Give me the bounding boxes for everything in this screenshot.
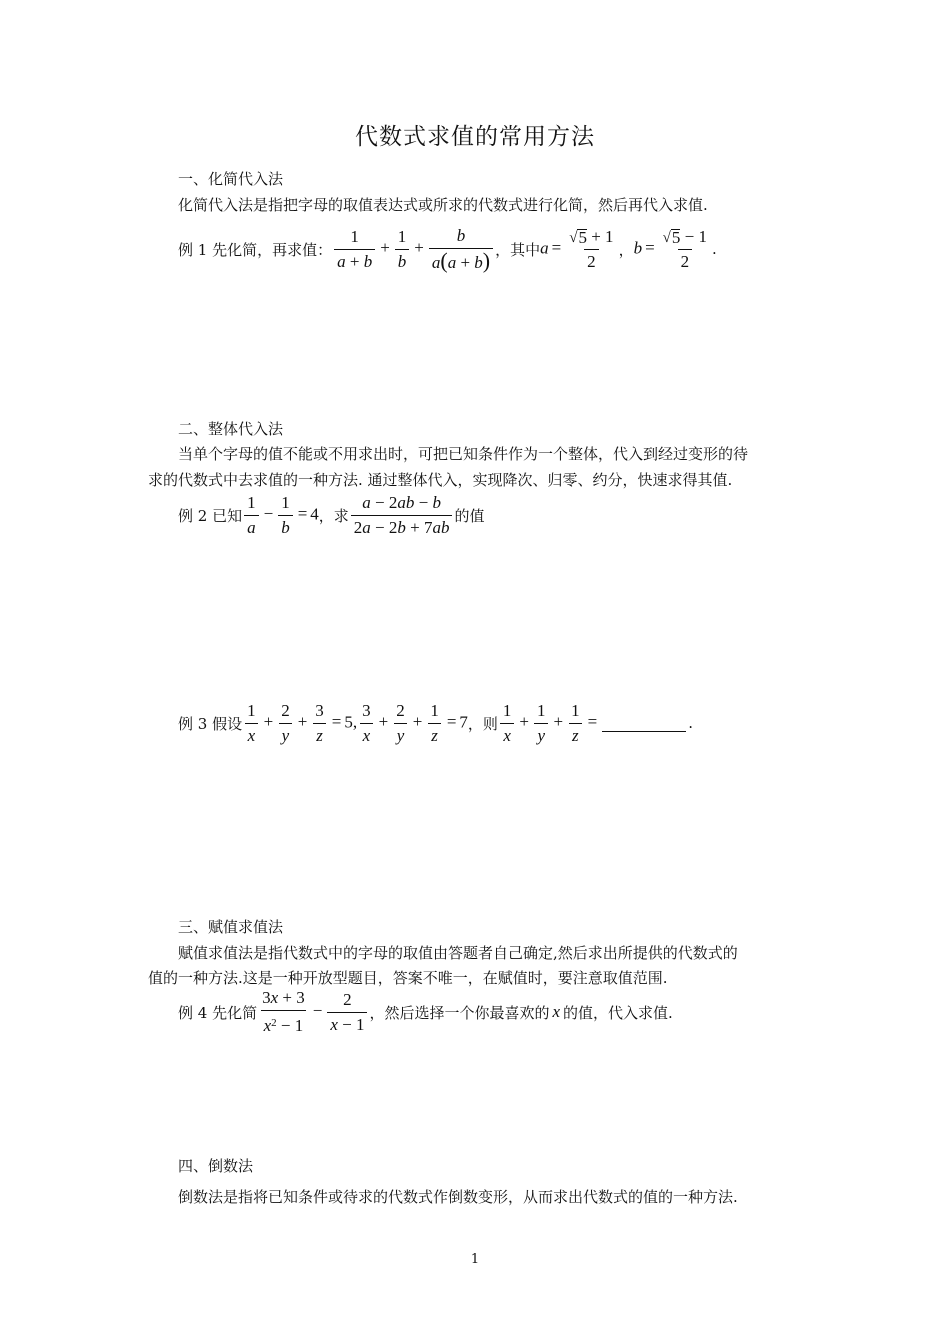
example-2-given: $\frac{1}{a}$ − $\frac{1}{b}$ = 4	[242, 494, 319, 537]
example-3-mid: ，则	[467, 714, 498, 733]
example-1-expression: $\frac{1}{a + b}$ + $\frac{1}{b}$ + $\frac{b}{a(a + b)}$	[332, 227, 495, 272]
section-body-1: 化简代入法是指把字母的取值表达式或所求的代数式进行化简，然后再代入求值.	[178, 196, 708, 214]
example-2-end: 的值	[454, 506, 485, 525]
example-2-target: $\frac{a - 2ab - b}{2a - 2b + 7ab}$	[349, 494, 455, 537]
example-3-end: .	[688, 714, 693, 732]
example-2-prefix: 例 2 已知	[178, 506, 243, 525]
section-body-2-line1: 当单个字母的值不能或不用求出时，可把已知条件作为一个整体，代入到经过变形的待	[178, 445, 749, 463]
page-title: 代数式求值的常用方法	[355, 124, 595, 150]
example-1-condition-b: b = √ 5 − 1 2	[633, 226, 707, 271]
example-4-prefix: 例 4 先化简	[178, 1003, 258, 1022]
section-heading-2: 二、整体代入法	[178, 420, 284, 438]
example-4-end: 的值，代入求值.	[563, 1003, 673, 1022]
example-2-mid: ，求	[318, 506, 349, 525]
example-1-end: .	[712, 240, 717, 258]
section-heading-4: 四、倒数法	[178, 1157, 254, 1175]
example-4-variable: x	[552, 1002, 561, 1021]
section-body-3-line2: 值的一种方法.这是一种开放型题目，答案不唯一，在赋值时，要注意取值范围.	[148, 969, 668, 987]
example-4-expression: $\frac{3x + 3}{x^2 - 1}$ − $\frac{2}{x - 1}$	[257, 989, 369, 1035]
example-1	[178, 222, 878, 276]
example-4-mid: ，然后选择一个你最喜欢的	[369, 1003, 550, 1022]
example-1-mid: ，其中	[495, 240, 541, 259]
section-heading-1: 一、化简代入法	[178, 170, 284, 188]
example-3-target: $\frac{1}{x}$ + $\frac{1}{y}$ + $\frac{1}{z}$ =	[498, 702, 600, 745]
example-1-sep: ，	[618, 240, 634, 259]
section-body-3-line1: 赋值求值法是指代数式中的字母的取值由答题者自己确定,然后求出所提供的代数式的	[178, 944, 738, 962]
example-3	[178, 696, 878, 750]
page-number: 1	[470, 1252, 480, 1267]
section-body-4: 倒数法是指将已知条件或待求的代数式作倒数变形，从而求出代数式的值的一种方法.	[178, 1188, 738, 1206]
example-1-condition-a: a = √ 5 + 1 2	[540, 226, 614, 271]
example-2	[178, 488, 878, 542]
section-heading-3: 三、赋值求值法	[178, 918, 284, 936]
section-body-2-line2: 求的代数式中去求值的一种方法. 通过整体代入，实现降次、归零、约分，快速求得其值.	[148, 471, 733, 489]
example-3-prefix: 例 3 假设	[178, 714, 243, 733]
example-4	[178, 985, 878, 1039]
answer-blank[interactable]	[602, 715, 686, 732]
example-3-given: $\frac{1}{x}$ + $\frac{2}{y}$ + $\frac{3}{z}$ = 5, $\frac{3}{x}$ + $\frac{2}{y}$ + $\frac{1}{z}$ = 7	[242, 702, 468, 745]
example-1-prefix: 例 1 先化简，再求值：	[178, 240, 333, 259]
